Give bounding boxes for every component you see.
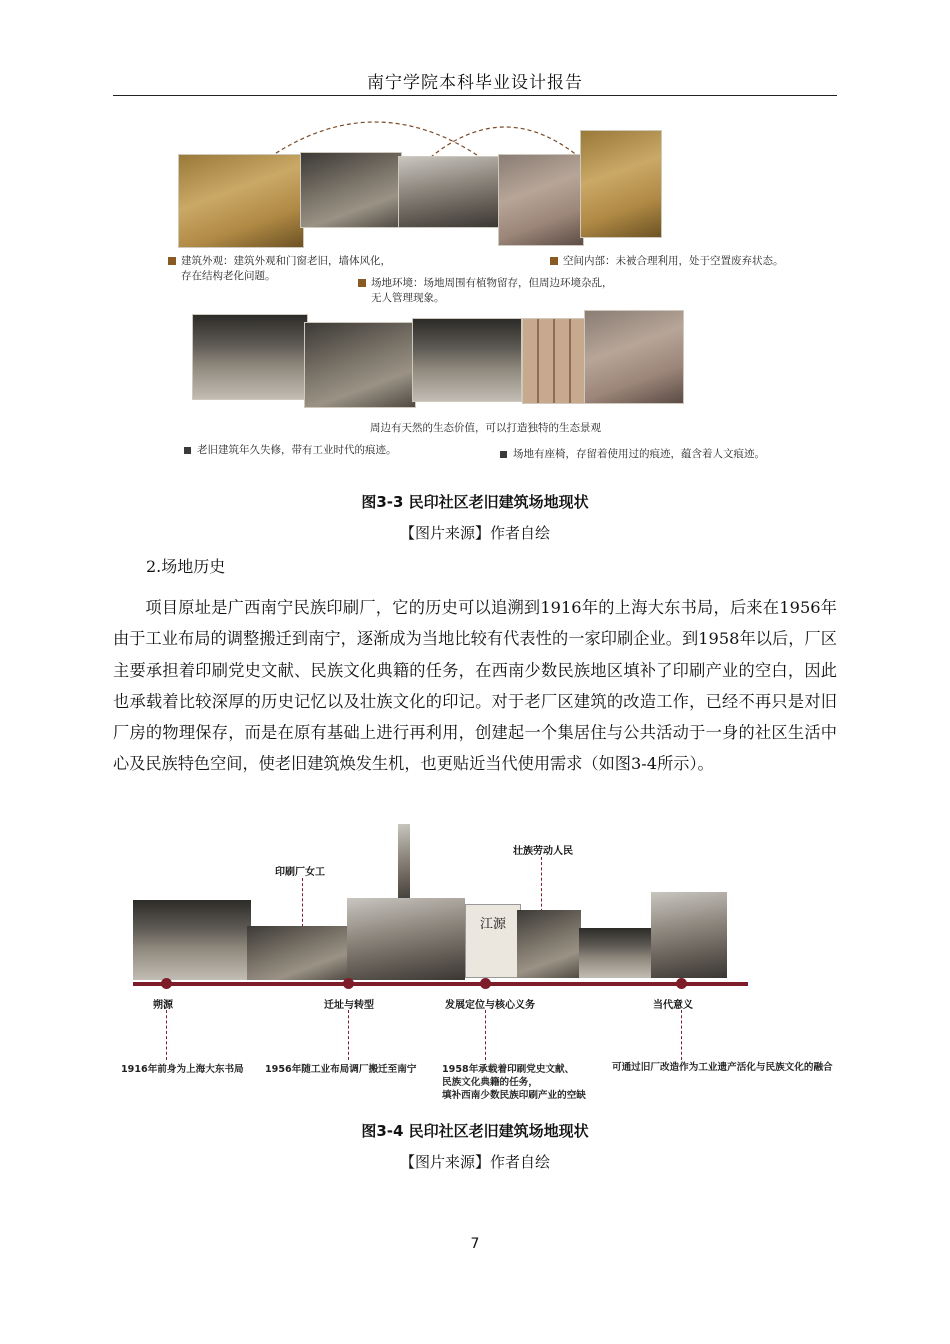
figure-3-3	[160, 112, 810, 470]
timeline-dot	[676, 978, 687, 989]
photo-factory-building	[347, 898, 465, 980]
header-rule	[113, 95, 837, 96]
marker-icon	[550, 257, 558, 265]
stage-desc: 可通过旧厂改造作为工业遗产活化与民族文化的融合	[612, 1062, 833, 1073]
photo-old-building	[304, 322, 416, 408]
figure-3-3-source: 【图片来源】作者自绘	[399, 524, 550, 542]
marker-icon	[358, 279, 366, 287]
photo-printing-machine	[517, 910, 581, 978]
timeline-dot	[161, 978, 172, 989]
photo-courtyard	[412, 318, 522, 402]
dash-stage	[166, 1010, 167, 1060]
photo-modern-building	[651, 892, 727, 978]
page-number: 7	[470, 1236, 480, 1252]
note-site: 场地环境：场地周围有植物留存，但周边环境杂乱， 无人管理现象。	[358, 276, 613, 306]
dash-stage	[348, 1010, 349, 1060]
stage-desc: 1916年前身为上海大东书局	[121, 1064, 244, 1075]
figure-3-4-caption: 图3-4 民印社区老旧建筑场地现状	[361, 1122, 589, 1140]
note-exterior: 建筑外观：建筑外观和门窗老旧，墙体风化， 存在结构老化问题。	[168, 254, 391, 284]
label-zhuang: 壮族劳动人民	[513, 846, 573, 857]
photo-building-corner	[300, 152, 402, 228]
photo-interior	[580, 130, 662, 238]
stage-label: 发展定位与核心义务	[445, 1000, 535, 1011]
note-ecology: 周边有天然的生态价值，可以打造独特的生态景观	[370, 422, 601, 434]
timeline-dot	[343, 978, 354, 989]
stage-desc: 1958年承载着印刷党史文献、 民族文化典籍的任务， 填补西南少数民族印刷产业的空缺	[442, 1064, 586, 1101]
photo-brick-wall	[584, 310, 684, 404]
note-interior: 空间内部：未被合理利用，处于空置废弃状态。	[550, 254, 784, 269]
photo-window-facade	[522, 318, 588, 404]
timeline-line	[133, 982, 748, 986]
label-workers: 印刷厂女工	[275, 867, 325, 878]
dash-workers	[302, 878, 303, 932]
stage-label: 迁址与转型	[324, 1000, 374, 1011]
dash-zhuang	[541, 857, 542, 917]
dash-stage	[485, 1010, 486, 1060]
body-paragraph: 项目原址是广西南宁民族印刷厂，它的历史可以追溯到1916年的上海大东书局，后来在1956年由于工业布局的调整搬迁到南宁，逐渐成为当地比较有代表性的一家印刷企业。到1958年以后，厂区主要承担着印刷党史文献、民族文化典籍的任务，在西南少数民族地区填补了印刷产业的空白，因此也承载着比较深厚的历史记忆以及壮族文化的印记。对于老厂区建筑的改造工作，已经不再只是对旧厂房的物理保存，而是在原有基础上进行再利用，创建起一个集居住与公共活动于一身的社区生活中心及民族特色空间，使老旧建筑焕发生机，也更贴近当代使用需求（如图3-4所示）。	[113, 598, 837, 774]
photo-factory-front	[398, 156, 500, 228]
photo-tree-factory	[192, 314, 308, 400]
stage-label: 朔源	[153, 1000, 173, 1011]
note-seats: 场地有座椅，存留着使用过的痕迹，蕴含着人文痕迹。	[500, 447, 765, 462]
note-industrial: 老旧建筑年久失修，带有工业时代的痕迹。	[184, 443, 397, 458]
marker-icon	[500, 451, 507, 458]
figure-3-4	[115, 822, 860, 1112]
book-title: 江源	[479, 917, 506, 932]
photo-exterior-wall	[178, 154, 304, 248]
photo-women-workers	[247, 926, 349, 980]
photo-zhuang-people	[579, 928, 651, 978]
photo-chimney	[398, 824, 410, 904]
marker-icon	[168, 257, 176, 265]
photo-brick-building	[498, 154, 584, 246]
figure-3-3-caption: 图3-3 民印社区老旧建筑场地现状	[361, 493, 589, 511]
photo-old-street	[133, 900, 251, 980]
dash-stage	[681, 1010, 682, 1060]
photo-book	[465, 904, 521, 978]
timeline-dot	[480, 978, 491, 989]
page-header-title: 南宁学院本科毕业设计报告	[367, 73, 583, 93]
stage-desc: 1956年随工业布局调厂搬迁至南宁	[265, 1064, 417, 1075]
section-heading: 2.场地历史	[146, 557, 226, 576]
stage-label: 当代意义	[653, 1000, 693, 1011]
marker-icon	[184, 447, 191, 454]
figure-3-4-source: 【图片来源】作者自绘	[399, 1153, 550, 1171]
